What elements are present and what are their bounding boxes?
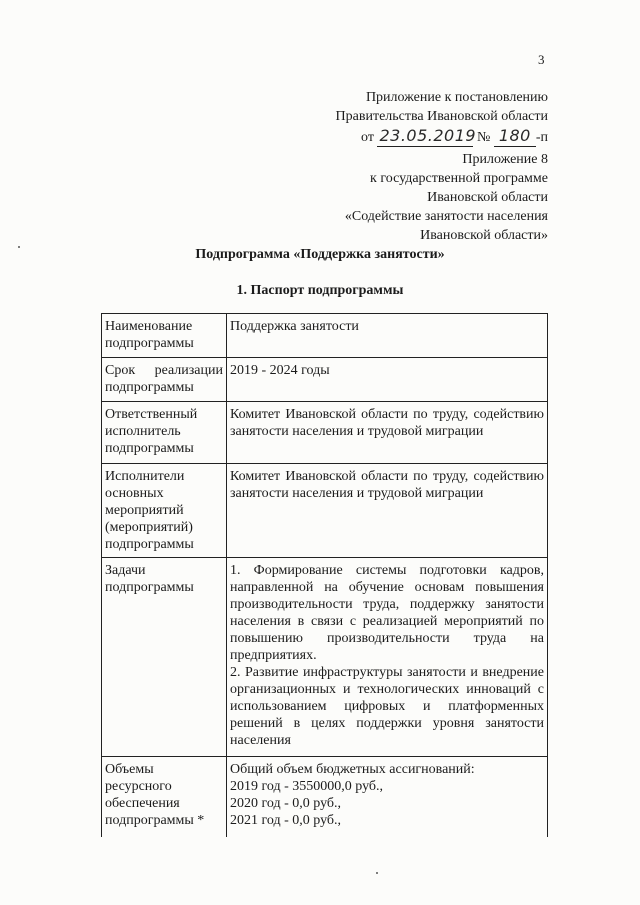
table-row: [102, 757, 548, 837]
page-number: 3: [538, 52, 545, 67]
row-label-resources: Объемы ресурсного обеспечения подпрограммы *: [102, 757, 227, 837]
appendix8-line-3: Ивановской области: [427, 190, 548, 205]
table-row: [102, 314, 548, 358]
program-appendix-header: [345, 150, 548, 245]
handwritten-date: 23.05.2019: [379, 126, 477, 145]
appendix8-line-4: «Содействие занятости населения: [344, 209, 548, 224]
resolution-appendix-header: [336, 88, 548, 147]
table-row: [102, 402, 548, 464]
number-sign: №: [476, 130, 491, 145]
resolution-date-number-line: [336, 128, 548, 147]
row-value-resources: Общий объем бюджетных ассигнований: 2019 год - 3550000,0 руб., 2020 год - 0,0 руб., 2021 год - 0,0 руб.,: [227, 757, 548, 837]
row-value-name: Поддержка занятости: [227, 314, 548, 358]
row-label-tasks: Задачи подпрограммы: [102, 558, 227, 757]
row-label-responsible: Ответственный исполнитель подпрограммы: [102, 402, 227, 464]
scan-speck: [376, 872, 378, 874]
row-value-executors: Комитет Ивановской области по труду, содействию занятости населения и трудовой миграции: [227, 464, 548, 558]
table-row: [102, 558, 548, 757]
row-value-responsible: Комитет Ивановской области по труду, содействию занятости населения и трудовой миграции: [227, 402, 548, 464]
handwritten-number: 180: [494, 128, 536, 147]
table-row: [102, 464, 548, 558]
row-label-term: Срок реализации подпрограммы: [102, 358, 227, 402]
appendix-line-2: Правительства Ивановской области: [335, 109, 548, 124]
from-prefix: от: [361, 130, 374, 145]
row-label-executors: Исполнители основных мероприятий (мероприятий) подпрограммы: [102, 464, 227, 558]
row-label-name: Наименование подпрограммы: [102, 314, 227, 358]
subprogram-passport-table: [101, 313, 548, 837]
row-value-tasks: 1. Формирование системы подготовки кадров, направленной на обучение основам повышения производительности труда, поддержку занятости населения в связи с реализацией мероприятий по повышению производительности труда на предприятиях. 2. Развитие инфраструктуры занятости и внедрение организационных и технологических инноваций с использованием цифровых и платформенных решений в целях поддержки уровня занятости населения: [227, 558, 548, 757]
table-row: [102, 358, 548, 402]
row-value-term: 2019 - 2024 годы: [227, 358, 548, 402]
scan-speck: [18, 246, 20, 248]
appendix-line-1: Приложение к постановлению: [365, 90, 548, 105]
number-suffix: -п: [535, 130, 548, 145]
appendix8-line-2: к государственной программе: [370, 171, 548, 186]
section-title: 1. Паспорт подпрограммы: [236, 283, 404, 298]
appendix8-line-5: Ивановской области»: [420, 228, 548, 243]
appendix8-line-1: Приложение 8: [462, 152, 548, 167]
subprogram-title: Подпрограмма «Поддержка занятости»: [195, 247, 445, 262]
